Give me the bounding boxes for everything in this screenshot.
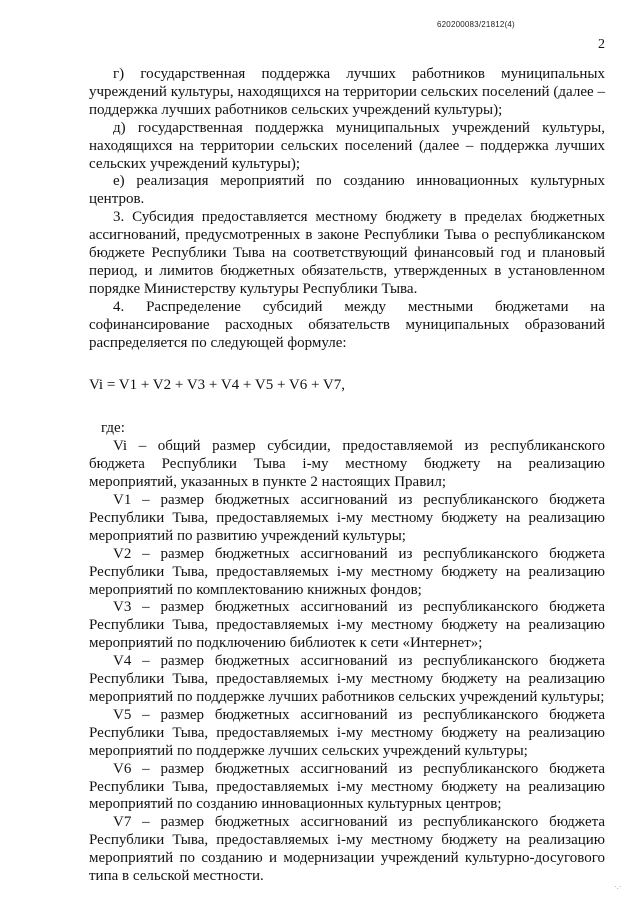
definition-v3: V3 – размер бюджетных ассигнований из республиканского бюджета Республики Тыва, предоставляемых i-му местному бюджету на реализацию мероприятий по подключению библиотек к сети «Интернет»; [89,599,605,652]
document-code: 620200083/21812(4) [437,20,515,29]
where-label: где: [101,420,125,437]
document-body [89,66,605,886]
paragraph-g: г) государственная поддержка лучших работников муниципальных учреждений культуры, находящихся на территории сельских поселений (далее – поддержка лучших работников сельских учреждений культуры); [89,66,605,118]
paragraph-e: е) реализация мероприятий по созданию инновационных культурных центров. [89,173,605,208]
definition-v4: V4 – размер бюджетных ассигнований из республиканского бюджета Республики Тыва, предоставляемых i-му местному бюджету на реализацию мероприятий по поддержке лучших работников сельских учреждений культуры; [89,653,605,705]
paragraph-4: 4. Распределение субсидий между местными бюджетами на софинансирование расходных обязательств муниципальных образований распределяется по следующей формуле: [89,298,605,351]
definition-v5: V5 – размер бюджетных ассигнований из республиканского бюджета Республики Тыва, предоставляемых i-му местному бюджету на реализацию мероприятий по поддержке лучших сельских учреждений культуры; [89,706,605,759]
definition-v6: V6 – размер бюджетных ассигнований из республиканского бюджета Республики Тыва, предоставляемых i-му местному бюджету на реализацию мероприятий по созданию инновационных культурных центров; [89,760,605,813]
corner-mark: ·.· [614,882,622,891]
paragraph-3: 3. Субсидия предоставляется местному бюджету в пределах бюджетных ассигнований, предусмотренных в законе Республики Тыва о республиканском бюджете Республики Тыва на соответствующий финансовый год и плановый период, и лимитов бюджетных обязательств, утвержденных в установленном порядке Министерству культуры Республики Тыва. [89,209,605,297]
definition-vi: Vi – общий размер субсидии, предоставляемой из республиканского бюджета Республики Тыва i-му местному бюджету на реализацию мероприятий, указанных в пункте 2 настоящих Правил; [89,438,605,491]
page-number: 2 [598,37,605,52]
definition-v1: V1 – размер бюджетных ассигнований из республиканского бюджета Республики Тыва, предоставляемых i-му местному бюджету на реализацию мероприятий по развитию учреждений культуры; [89,492,605,544]
formula: Vi = V1 + V2 + V3 + V4 + V5 + V6 + V7, [89,376,345,393]
paragraph-d: д) государственная поддержка муниципальных учреждений культуры, находящихся на территории сельских поселений (далее – поддержка лучших сельских учреждений культуры); [89,119,605,172]
definition-v7: V7 – размер бюджетных ассигнований из республиканского бюджета Республики Тыва, предоставляемых i-му местному бюджету на реализацию мероприятий по созданию и модернизации учреждений культурно-досугового типа в сельской местности. [89,814,605,885]
definition-v2: V2 – размер бюджетных ассигнований из республиканского бюджета Республики Тыва, предоставляемых i-му местному бюджету на реализацию мероприятий по комплектованию книжных фондов; [89,545,605,598]
